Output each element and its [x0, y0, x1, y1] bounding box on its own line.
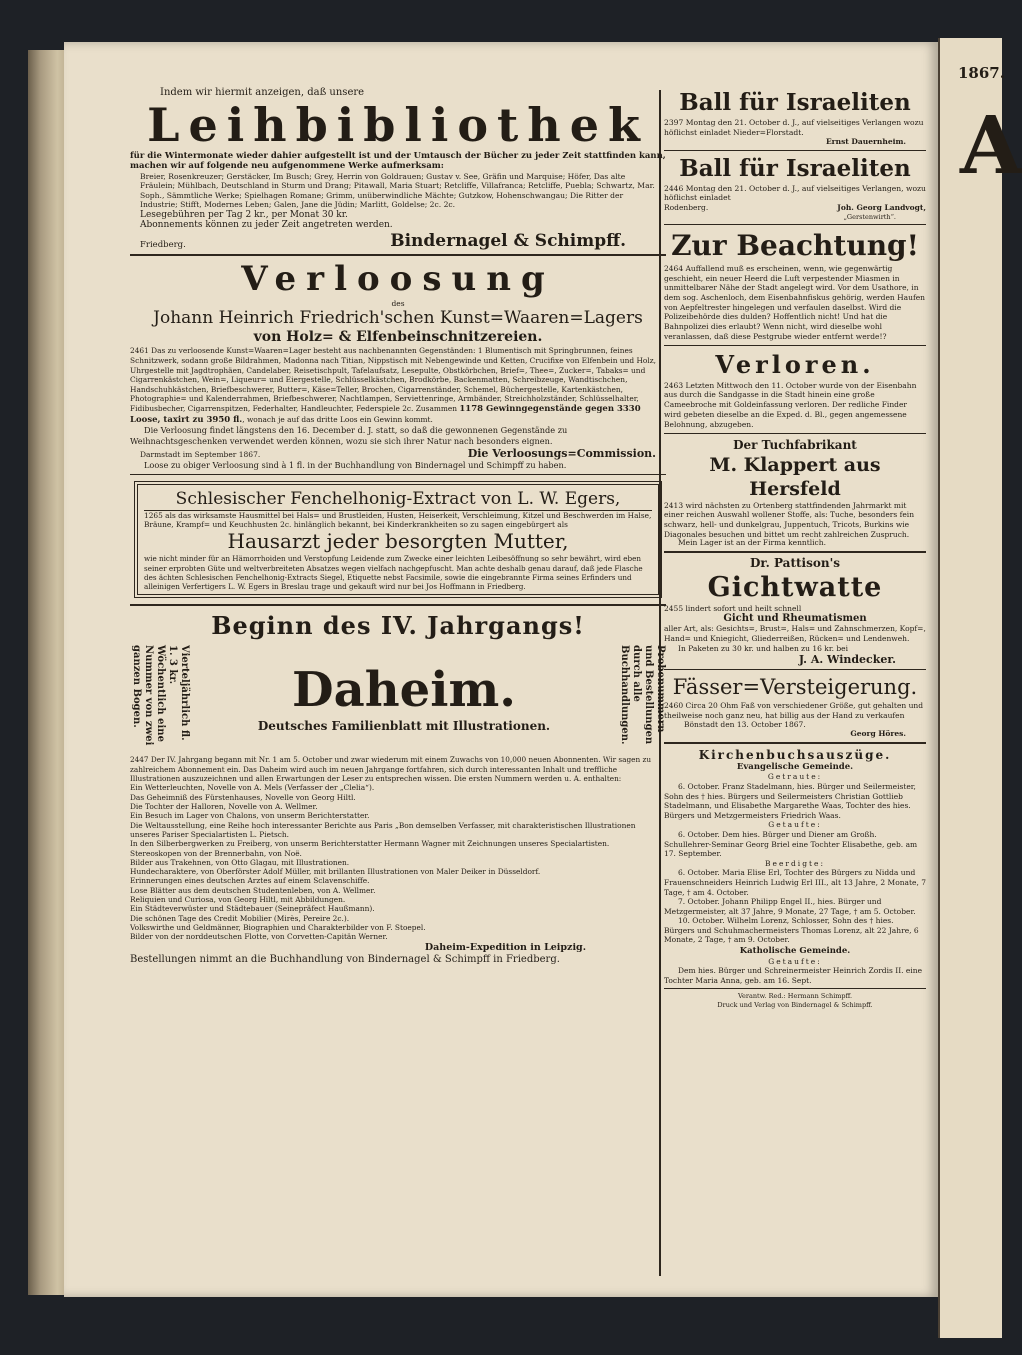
leih-footer: [130, 231, 666, 251]
imprint-red: Verantw. Red.: Hermann Schimpff.: [737, 992, 853, 1001]
daheim-head: Beginn des IV. Jahrgangs!: [211, 611, 585, 641]
daheim-sign: Daheim-Expedition in Leipzig.: [424, 941, 586, 953]
ball2-sign: Joh. Georg Landvogt,: [837, 202, 926, 212]
kirchen-ev: Evangelische Gemeinde.: [736, 761, 854, 772]
verloosung-title: Verloosung: [241, 258, 555, 299]
gicht-title: Gichtwatte: [707, 571, 883, 603]
imprint: [664, 992, 926, 1009]
kirchen-b3: 10. October. Wilhelm Lorenz, Schlosser, Sohn des † hies. Bürgers und Schuhmachermeisters Thomas Lorenz, alt 22 Jahre, 6 Monate, 2 Tage, † am 9. October.: [664, 916, 919, 945]
ball1-num: 2397: [664, 118, 684, 127]
adjacent-page-initial: A: [960, 98, 1022, 192]
daheim-ad: [130, 609, 666, 965]
ball2-body: [664, 184, 926, 203]
gicht-price: In Paketen zu 30 kr. und halben zu 16 kr. bei: [678, 643, 848, 653]
leih-firm: Bindernagel & Schimpff.: [390, 230, 626, 251]
kirchen-getaufte: Getaufte:: [768, 820, 822, 830]
faesser-body: [664, 701, 926, 720]
daheim-item: Ein Städteverwüster und Städtebauer (Seinepräfect Haußmann).: [130, 904, 375, 914]
verloosung-p3: Loose zu obiger Verloosung sind à 1 fl. in der Buchhandlung von Bindernagel und Schimpff zu haben.: [144, 459, 567, 470]
ball2-text: Montag den 21. October d. J., auf vielseitiges Verlangen, wozu höflichst einladet: [664, 183, 926, 203]
newspaper-page: [64, 42, 938, 1297]
verloosung-ad: [130, 259, 666, 471]
daheim-text: Der IV. Jahrgang begann mit Nr. 1 am 5. October und zwar wiederum mit einem Zuwachs von 10,000 neuen Abonnenten. Wir sagen zu zahlreichem Abonnement ein. Das Daheim wird auch im neuen Jahrgange fortfahren, sich durch interessanten Inhalt und treffliche Illustrationen auszuzeichnen und allen Erwartungen der Leser zu entsprechen wissen. Die ersten Nummern werden u. A. enthalten:: [130, 755, 652, 784]
leihbibliothek-ad: [130, 88, 666, 251]
verloren-title: Verloren.: [715, 349, 875, 379]
daheim-order: Bestellungen nimmt an die Buchhandlung von Bindernagel & Schimpff in Friedberg.: [130, 953, 560, 965]
faesser-text: Circa 20 Ohm Faß von verschiedener Größe, gut gehalten und theilweise noch ganz neu, hat billig aus der Hand zu verkaufen: [664, 701, 924, 721]
daheim-item: Volkswirthe und Geldmänner, Biographien und Charakterbilder von F. Stoepel.: [130, 922, 426, 932]
verloren-num: 2463: [664, 380, 684, 390]
leih-fee: Lesegebühren per Tag 2 kr., per Monat 30 kr.: [140, 209, 348, 220]
ball2-place: Rodenberg.: [664, 202, 709, 212]
verloosung-text: Das zu verloosende Kunst=Waaren=Lager besteht aus nachbenannten Gegenständen: 1 Blumentisch mit Springbrunnen, feines Schnitzwerk, sodann große Bildrahmen, Madonna nach Titian, Nippstisch mit Nebengewinde und Ketten, Crucifixe von Elfenbein und Holz, Uhrgestelle mit Jagdtrophäen, Candelaber, Reisetischpult, Tafelaufsatz, Lesepulte, Obstkörbchen, Brief=, Thee=, Zucker=, Tabaks= und Cigarrenkästchen, Wein=, Liqueur= und Eiergestelle, Schlüsselkästchen, Brodkörbe, Backenmatten, Schreibzeuge, Wandtischchen, Handschuhkästchen, Briefbeschwerer, Butter=, Käse=Teller, Brochen, Cigarrenständer, Schemel, Büchergestelle, Kartenkästchen, Photographie= und Kalenderrahmen, Briefbeschwerer, Nachtlampen, Serviettenringe, Armbänder, Streichholzständer, Schlüsselhalter, Fidibusbecher, Cigarrenspitzen, Federhalter, Handleuchter, Federspiele 2c. Zusammen: [130, 346, 656, 414]
verloosung-name: Johann Heinrich Friedrich'schen Kunst=Waaren=Lagers: [153, 308, 643, 329]
leih-list: Breier, Rosenkreuzer; Gerstäcker, Im Busch; Grey, Herrin von Goldrauen; Gustav v. See, Gräfin und Marquise; Höfer, Das alte Fräulein; Mühlbach, Deutschland in Sturm und Drang; Pitawall, Maria Stuart; Retcliffe, Villafranca; Retcliffe, Puebla; Schwartz, Mar. Soph., Sämmtliche Werke; Spielhagen Romane; Grimm, unüberwindliche Mächte; Gutzkow, Hohenschwangau; Die Ritter der Industrie; Stifft, Modernes Leben; Galen, Jane die Jüdin; Marlitt, Goldelse; 2c. 2c.: [140, 171, 655, 210]
fenchel-title: Schlesischer Fenchelhonig-Extract von L. W. Egers,: [144, 488, 652, 511]
verloosung-bold: 1178 Gewinngegenstände gegen 3330 Loose, taxirt zu 3950 fl.: [130, 404, 641, 425]
verloosung-sign: Die Verloosungs=Commission.: [467, 446, 656, 460]
fenchelhonig-ad: [134, 481, 662, 599]
divider: [130, 254, 666, 256]
divider: [664, 669, 926, 670]
tuch-name: M. Klappert aus Hersfeld: [709, 453, 881, 500]
beachtung-ad: [664, 228, 926, 342]
daheim-item: Das Geheimniß des Fürstenhauses, Novelle von Georg Hiltl.: [130, 792, 356, 802]
daheim-item: Ein Besuch im Lager von Chalons, von unserm Berichterstatter.: [130, 811, 370, 821]
gicht-bold: Gicht und Rheumatismen: [723, 613, 867, 625]
kirchen-t1: 6. October. Dem hies. Bürger und Diener am Großh. Schullehrer-Seminar Georg Briel eine Tochter Elisabethe, geb. am 17. September.: [664, 829, 918, 859]
daheim-item: Bilder aus Trakehnen, von Otto Glagau, mit Illustrationen.: [130, 857, 350, 867]
tuch-tail: Mein Lager ist an der Firma kenntlich.: [678, 538, 826, 548]
kirchen-g1: 6. October. Franz Stadelmann, hies. Bürger und Seilermeister, Sohn des † hies. Bürgers und Seilermeisters Christian Gottlieb Stadelmann, und Elisabethe Margarethe Waas, Tochter des hies. Bürgers und Metzgermeisters Friedrich Waas.: [664, 781, 916, 820]
left-column: [130, 88, 666, 966]
daheim-item: Die Weltausstellung, eine Reihe hoch interessanter Berichte aus Paris „Bon demselben Verfasser, mit charakteristischen Illustrationen unseres Pariser Specialartisten L. Pietsch.: [130, 820, 636, 839]
ball1-sign: Ernst Dauernheim.: [825, 137, 906, 147]
daheim-title: Daheim.: [292, 661, 516, 718]
verloren-text: Letzten Mittwoch den 11. October wurde von der Eisenbahn aus durch die Sandgasse in die Stadt hinein eine große Cameebroche mit Goldeinfassung verloren. Der redliche Finder wird gebeten dieselbe an die Exped. d. Bl., gegen angemessene Belohnung, abzugeben.: [664, 380, 917, 429]
daheim-item: Erinnerungen eines deutschen Arztes auf einem Sclavenschiffe.: [130, 876, 370, 886]
gicht-lead: lindert sofort und heilt schnell: [685, 603, 802, 613]
ball1-body: [664, 118, 926, 137]
gicht-sign: J. A. Windecker.: [798, 653, 896, 667]
fenchel-body2: wie nicht minder für an Hämorrhoiden und Verstopfung Leidende zum Zwecke einer leichten Leibesöffnung so sehr bewährt, wird eben seiner erprobten Güte und weltverbreiteten Absatzes wegen vielfach nachgepfuscht. Man achte deshalb genau darauf, daß jede Flasche des ächten Schlesischen Fenchelhonig-Extracts Siegel, Etiquette nebst Facsimile, sowie die eingebrannte Firma seines Erfinders und alleinigen Verfertigers L. W. Egers in Breslau trage und gekauft wird nur bei Jos Hoffmann in Friedberg.: [144, 554, 643, 592]
verloosung-des: des: [391, 298, 405, 308]
tuch-text: wird nächsten zu Ortenberg stattfindenden Jahrmarkt mit einer reichen Auswahl wollener Stoffe, als: Tuche, besonders fein schwarz, hell- und dunkelgrau, Juppentuch, Tricots, Burkins wie Diagonales besuchen und bittet um recht zahlreichen Zuspruch.: [664, 500, 915, 539]
tuch-num: 2413: [664, 500, 684, 510]
kirchenbuch: [664, 747, 926, 986]
kirchen-b1: 6. October. Maria Elise Erl, Tochter des Bürgers zu Nidda und Frauenschneiders Heinrich Ludwig Erl III., alt 13 Jahre, 2 Monate, 7 Tage, † am 4. October.: [664, 868, 927, 897]
beachtung-text: Auffallend muß es erscheinen, wenn, wie gegenwärtig geschieht, ein neuer Heerd die Luft verpestender Miasmen in unmittelbarer Nähe der Stadt angelegt wird. Vor dem Usathore, in dem sog. Aschenloch, dem Eisenbahnfiskus gehörig, werden Haufen von Aepfeltrester hingelegen und verfaulen daselbst. Wird die Polizeibehörde dies dulden? Hoffentlich nicht! Und hat die Bahnpolizei dies erlaubt? Wenn nicht, wird dieselbe wohl veranlassen, daß diese Pestgrube wieder entfernt werde!?: [664, 263, 925, 341]
divider: [664, 224, 926, 225]
ball2-title: Ball für Israeliten: [679, 154, 911, 182]
daheim-item: Die Tochter der Halloren, Novelle von A. Wellmer.: [130, 802, 318, 812]
gicht-num: 2455: [664, 603, 684, 613]
faesser-num: 2460: [664, 701, 684, 711]
fenchel-body: [144, 511, 652, 530]
verloosung-p2: Die Verloosung findet längstens den 16. December d. J. statt, so daß die gewonnenen Gegenstände zu Weihnachtsgeschenken verwendet werden können, wozu sie sich ihrer Natur nach besonders eignen.: [130, 425, 568, 447]
beachtung-title: Zur Beachtung!: [671, 228, 919, 262]
daheim-item: Ein Wetterleuchten, Novelle von A. Mels (Verfasser der „Clelia“).: [130, 783, 375, 793]
gicht-lead-line: [664, 604, 926, 614]
fenchel-headline: Hausarzt jeder besorgten Mutter,: [227, 529, 569, 554]
daheim-item: Reliquien und Curiosa, von Georg Hiltl, mit Abbildungen.: [130, 895, 346, 905]
ball2-footer: [664, 203, 926, 213]
divider: [664, 150, 926, 151]
leih-body: für die Wintermonate wieder dahier aufgestellt ist und der Umtausch der Bücher zu jeder Zeit stattfinden kann, machen wir auf folgende neu aufgenommene Werke aufmerksam:: [130, 150, 666, 171]
fenchel-num: 1265: [144, 510, 163, 520]
verloren-ad: [664, 349, 926, 430]
daheim-center: [190, 661, 618, 734]
kirchen-getaufte2: Getaufte:: [768, 956, 822, 966]
kirchen-beerdigte: Beerdigte:: [765, 858, 825, 868]
daheim-item: Lose Blätter aus dem deutschen Studentenleben, von A. Wellmer.: [130, 885, 376, 895]
adjacent-page-year: 1867.: [958, 64, 1005, 82]
verloren-body: [664, 381, 926, 430]
kirchen-kath: Katholische Gemeinde.: [739, 946, 851, 957]
daheim-p1: [130, 755, 666, 783]
verloosung-num: 2461: [130, 346, 149, 356]
divider: [130, 474, 666, 475]
tuchfabrikant-ad: [664, 437, 926, 548]
kirchen-title: Kirchenbuchsauszüge.: [698, 747, 892, 762]
kirchen-getraute: Getraute:: [767, 772, 823, 782]
daheim-item: Bilder von der norddeutschen Flotte, von Corvetten-Capitän Werner.: [130, 932, 388, 942]
divider: [664, 988, 926, 989]
verloosung-footer: [130, 447, 666, 460]
divider: [664, 742, 926, 744]
daheim-item: Hundecharaktere, von Oberförster Adolf Müller, mit brillanten Illustrationen von Maler Deiker in Düsseldorf.: [130, 867, 541, 877]
daheim-masthead: [130, 643, 666, 751]
imprint-druck: Druck und Verlag von Bindernagel & Schimpff.: [717, 1000, 873, 1009]
verloosung-place: Darmstadt im September 1867.: [140, 450, 261, 460]
tuch-head: Der Tuchfabrikant: [733, 437, 857, 452]
verloosung-tail: , wonach je auf das dritte Loos ein Gewinn kommt.: [242, 414, 433, 424]
ball2-sign2: „Gerstenwirth“.: [843, 212, 896, 221]
faesser-ad: [664, 673, 926, 738]
divider: [664, 551, 926, 553]
leih-abo: Abonnements können zu jeder Zeit angetreten werden.: [140, 220, 393, 231]
gichtwatte-ad: [664, 556, 926, 667]
leih-title: Leihbibliothek: [147, 97, 649, 152]
ball1-text: Montag den 21. October d. J., auf vielseitiges Verlangen wozu höflichst einladet Nieder=Florstadt.: [664, 118, 924, 137]
daheim-left-vert: Vierteljährlich fl. 1. 3 kr. Wöchentlich eine Nummer von zwei ganzen Bogen.: [131, 645, 190, 746]
daheim-right-vert: Probenummern und Bestellungen durch alle Buchhandlungen.: [619, 645, 666, 745]
faesser-title: Fässer=Versteigerung.: [672, 675, 918, 700]
daheim-num: 2447: [130, 755, 149, 765]
faesser-sign: Georg Höres.: [850, 729, 906, 739]
verloosung-sub: von Holz= & Elfenbeinschnitzereien.: [253, 329, 543, 346]
right-column: [664, 88, 926, 1009]
ball2-num: 2446: [664, 183, 684, 193]
beachtung-body: [664, 264, 926, 342]
daheim-item: Die schönen Tage des Credit Mobilier (Mirès, Pereire 2c.).: [130, 913, 350, 923]
beachtung-num: 2464: [664, 263, 684, 273]
leih-place: Friedberg.: [140, 240, 186, 251]
divider: [664, 433, 926, 434]
divider: [130, 604, 666, 606]
daheim-items: [130, 783, 666, 941]
verloosung-body: [130, 346, 666, 425]
kirchen-b2: 7. October. Johann Philipp Engel II., hies. Bürger und Metzgermeister, alt 37 Jahre, 9 Monate, 27 Tage, † am 5. October.: [664, 897, 916, 916]
divider: [664, 345, 926, 346]
ball1-title: Ball für Israeliten: [679, 89, 911, 116]
daheim-subtitle: Deutsches Familienblatt mit Illustrationen.: [257, 718, 551, 733]
ball1-ad: [664, 88, 926, 147]
adjacent-page: [938, 38, 1022, 1338]
fenchel-text: als das wirksamste Hausmittel bei Hals= und Brustleiden, Husten, Heiserkeit, Verschleimung, Kitzel und Beschwerden im Halse, Bräune, Krampf= und Keuchhusten 2c. hinlänglich bekannt, bei Kinderkrankheiten so zu sagen eingebürgert als: [144, 510, 652, 530]
tuch-body: [664, 501, 926, 540]
gicht-body: aller Art, als: Gesichts=, Brust=, Hals= und Zahnschmerzen, Kopf=, Hand= und Kniegicht, Gliederreißen, Rücken= und Lendenweh.: [664, 624, 926, 644]
kirchen-k1: Dem hies. Bürger und Schreinermeister Heinrich Zordis II. eine Tochter Maria Anna, geb. am 16. Sept.: [664, 966, 923, 985]
daheim-item: In den Silberbergwerken zu Freiberg, von unserm Berichterstatter Hermann Wagner mit Zeichnungen unseres Specialartisten.: [130, 839, 610, 849]
ball2-ad: [664, 154, 926, 221]
faesser-place: Bönstadt den 13. October 1867.: [684, 719, 806, 729]
gicht-head: Dr. Pattison's: [749, 555, 841, 570]
leih-intro: Indem wir hiermit anzeigen, daß unsere: [160, 87, 365, 98]
daheim-item: Stereoskopen von der Brennerbahn, von Noë.: [130, 848, 302, 858]
